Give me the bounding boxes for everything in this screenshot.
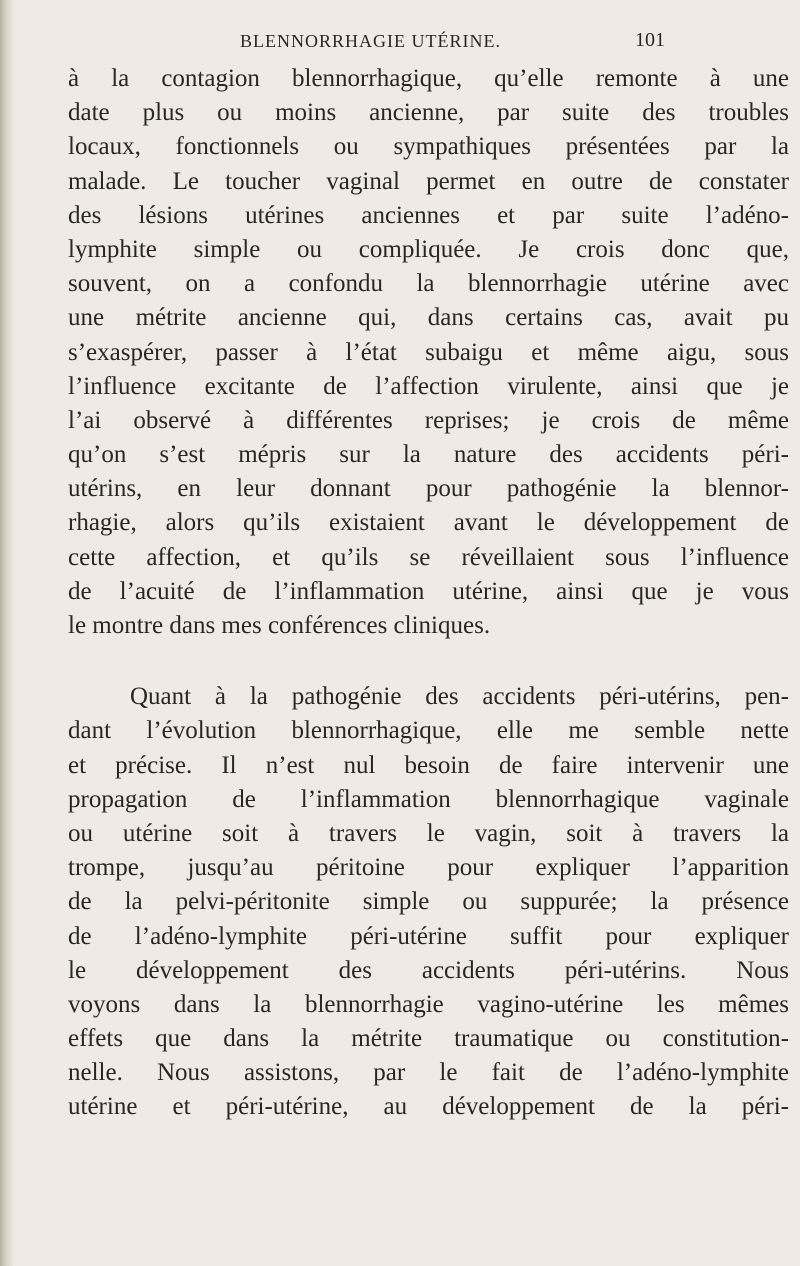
text-line: une métrite ancienne qui, dans certains cas, avait pu xyxy=(68,304,789,332)
text-line: des lésions utérines anciennes et par suite l’adéno- xyxy=(68,201,789,229)
running-head: BLENNORRHAGIE UTÉRINE. xyxy=(240,31,501,51)
text-line: voyons dans la blennorrhagie vagino-utérine les mêmes xyxy=(68,990,789,1018)
text-line: utérins, en leur donnant pour pathogénie la blennor- xyxy=(68,475,789,503)
paragraph-2 xyxy=(68,680,789,1124)
text-line: cette affection, et qu’ils se réveillaient sous l’influence xyxy=(68,543,789,571)
text-line: rhagie, alors qu’ils existaient avant le développement de xyxy=(68,509,789,537)
page-number: 101 xyxy=(635,29,665,51)
paragraph-gap xyxy=(68,643,789,680)
text-line: dant l’évolution blennorrhagique, elle me semble nette xyxy=(68,717,789,745)
text-line: malade. Le toucher vaginal permet en outre de constater xyxy=(68,167,789,195)
text-line: date plus ou moins ancienne, par suite des troubles xyxy=(68,99,789,127)
text-line: Quant à la pathogénie des accidents péri-utérins, pen- xyxy=(130,683,789,711)
text-line: l’influence excitante de l’affection virulente, ainsi que je xyxy=(68,372,789,400)
text-line: de l’adéno-lymphite péri-utérine suffit pour expliquer xyxy=(68,922,789,950)
text-line: l’ai observé à différentes reprises; je crois de même xyxy=(68,406,789,434)
text-line: à la contagion blennorrhagique, qu’elle remonte à une xyxy=(68,65,789,92)
text-line: de la pelvi-péritonite simple ou suppurée; la présence xyxy=(68,888,789,916)
text-line: utérine et péri-utérine, au développement de la péri- xyxy=(68,1093,789,1121)
text-line: s’exaspérer, passer à l’état subaigu et même aigu, sous xyxy=(68,338,789,366)
text-line: effets que dans la métrite traumatique ou constitution- xyxy=(68,1025,789,1053)
text-line: et précise. Il n’est nul besoin de faire intervenir une xyxy=(68,751,789,779)
text-line: lymphite simple ou compliquée. Je crois donc que, xyxy=(68,235,789,263)
text-line: le montre dans mes conférences cliniques. xyxy=(68,612,491,639)
page-edge-shadow xyxy=(0,0,14,1266)
text-line: locaux, fonctionnels ou sympathiques présentées par la xyxy=(68,133,789,161)
text-line: souvent, on a confondu la blennorrhagie utérine avec xyxy=(68,270,789,298)
text-line: trompe, jusqu’au péritoine pour expliquer l’apparition xyxy=(68,854,789,882)
body-text xyxy=(68,62,789,1125)
page-header xyxy=(68,31,788,57)
text-line: propagation de l’inflammation blennorrhagique vaginale xyxy=(68,785,789,813)
paragraph-1 xyxy=(68,62,789,643)
text-line: le développement des accidents péri-utérins. Nous xyxy=(68,956,789,984)
text-line: nelle. Nous assistons, par le fait de l’adéno-lymphite xyxy=(68,1059,789,1087)
text-line: de l’acuité de l’inflammation utérine, ainsi que je vous xyxy=(68,577,789,605)
text-line: qu’on s’est mépris sur la nature des accidents péri- xyxy=(68,441,789,469)
text-line: ou utérine soit à travers le vagin, soit à travers la xyxy=(68,819,789,847)
